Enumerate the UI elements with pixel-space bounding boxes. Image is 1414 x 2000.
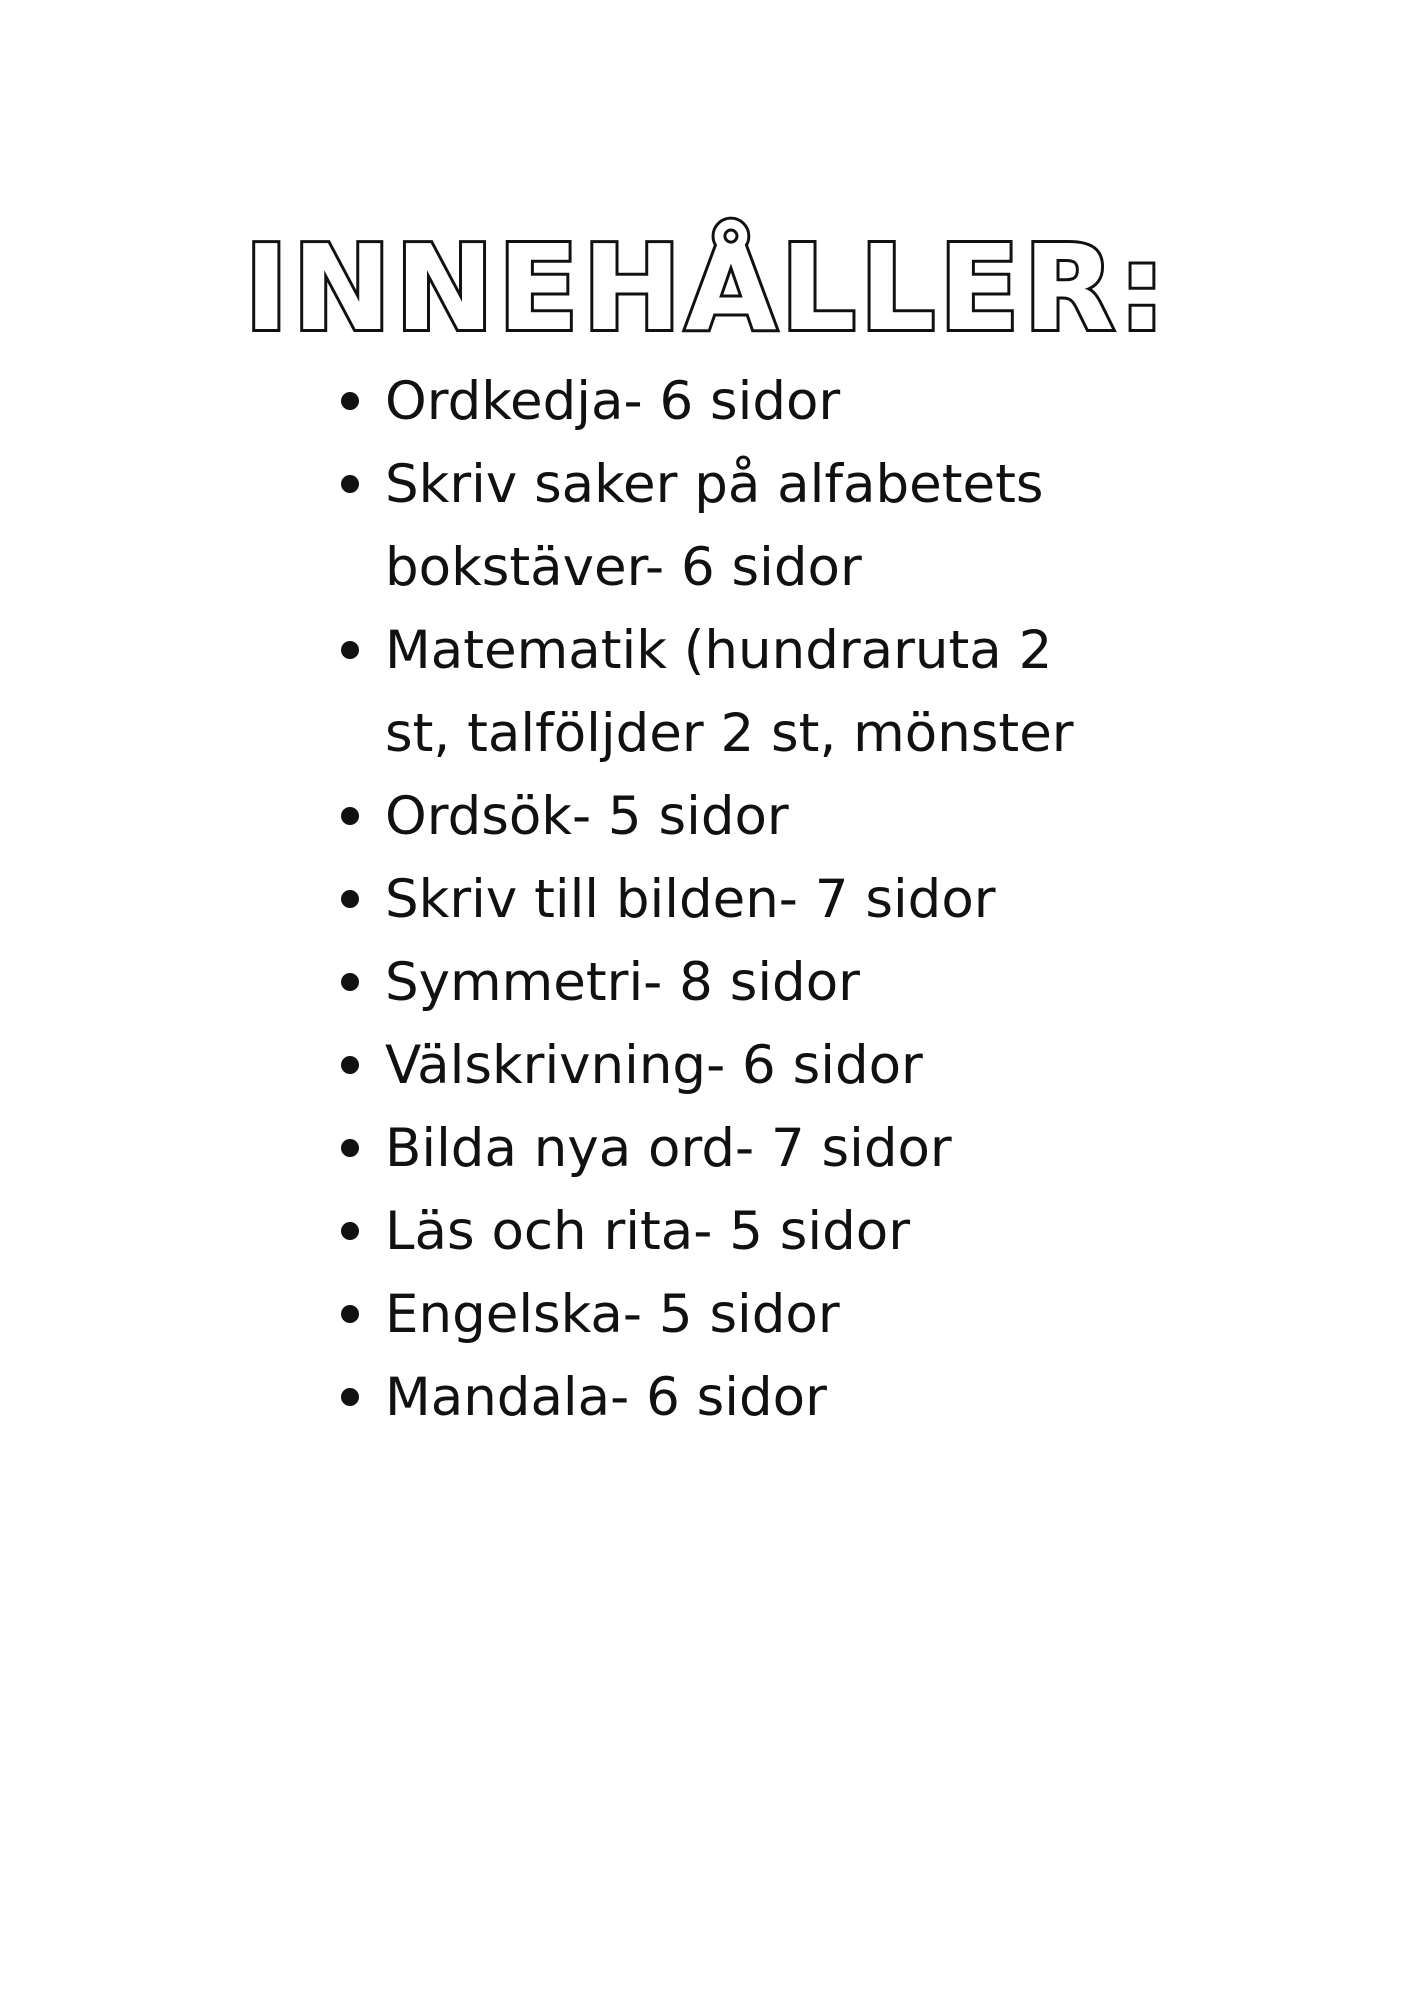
bullet-icon [341,1305,359,1323]
list-item-label: Mandala- 6 sidor [385,1367,827,1428]
list-item [335,1107,1115,1190]
contents-list [335,360,1115,1439]
list-item [335,775,1115,858]
bullet-icon [341,1222,359,1240]
bullet-icon [341,1056,359,1074]
list-item [335,360,1115,443]
list-item [335,609,1115,775]
list-item-label: Symmetri- 8 sidor [385,952,860,1013]
bullet-icon [341,475,359,493]
bullet-icon [341,890,359,908]
list-item [335,1273,1115,1356]
list-item [335,1024,1115,1107]
list-item-label: Välskrivning- 6 sidor [385,1035,923,1096]
list-item-label: Bilda nya ord- 7 sidor [385,1118,952,1179]
list-item-label: Ordkedja- 6 sidor [385,371,841,432]
bullet-icon [341,807,359,825]
list-item-label: Skriv till bilden- 7 sidor [385,869,996,930]
page-title: INNEHÅLLER: [244,219,1170,358]
list-item-label: Läs och rita- 5 sidor [385,1201,910,1262]
list-item [335,1190,1115,1273]
bullet-icon [341,1139,359,1157]
list-item [335,858,1115,941]
bullet-icon [341,641,359,659]
bullet-icon [341,392,359,410]
list-item [335,941,1115,1024]
list-item [335,1356,1115,1439]
list-item-label: Ordsök- 5 sidor [385,786,789,847]
list-item [335,443,1115,609]
list-item-label: Skriv saker på alfabetets bokstäver- 6 sidor [385,454,1044,598]
bullet-icon [341,1388,359,1406]
list-item-label: Matematik (hundraruta 2 st, talföljder 2 st, mönster [385,620,1074,764]
bullet-icon [341,973,359,991]
list-item-label: Engelska- 5 sidor [385,1284,840,1345]
